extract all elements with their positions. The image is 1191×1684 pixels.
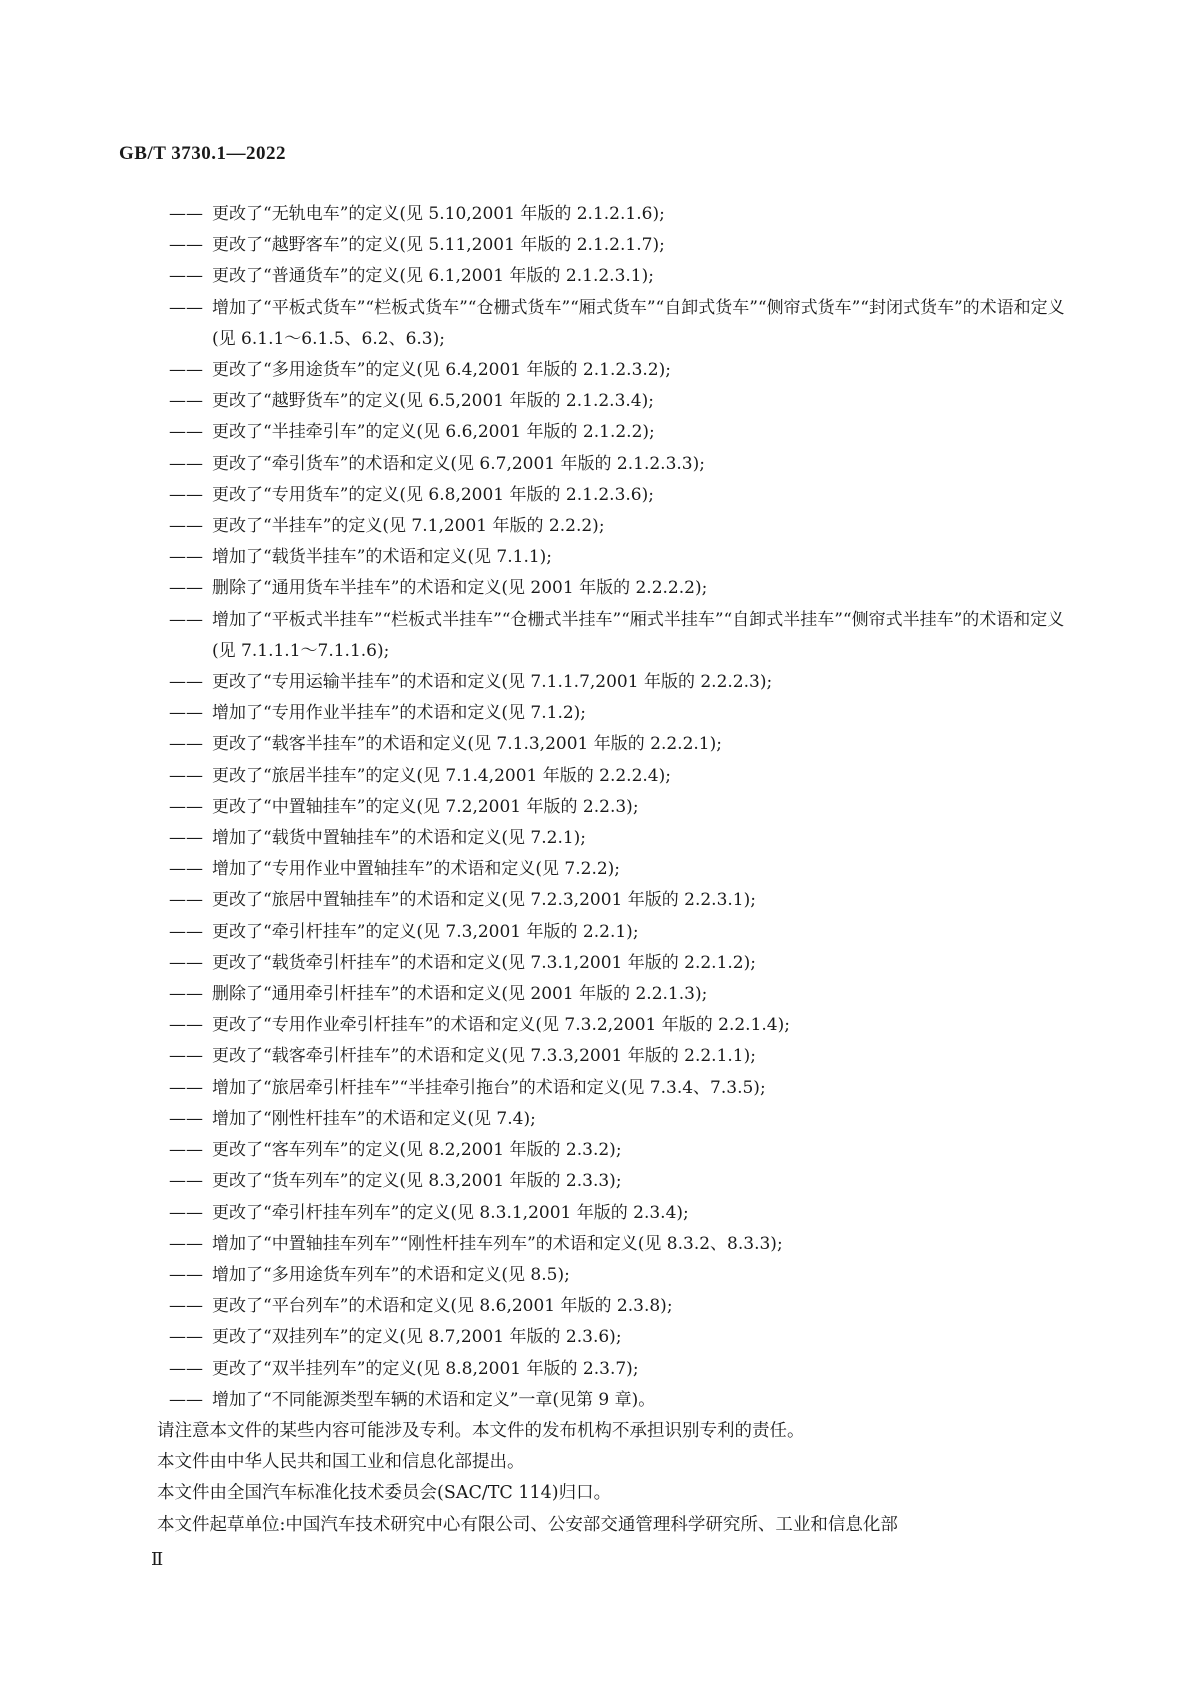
list-item-text: 增加了“不同能源类型车辆的术语和定义”一章(见第 9 章)。 [212,1389,656,1410]
list-item-dash: —— [169,921,203,942]
list-item [169,199,1069,230]
list-item-dash: —— [169,453,203,474]
list-item-text: 更改了“客车列车”的定义(见 8.2,2001 年版的 2.3.2); [212,1140,622,1161]
list-item-text: 增加了“载货半挂车”的术语和定义(见 7.1.1); [212,547,553,568]
list-item-dash: —— [169,360,203,381]
list-item [169,1041,1069,1072]
list-item [169,948,1069,979]
list-item-dash: —— [169,952,203,973]
list-item-dash: —— [169,1264,203,1285]
list-item-text: 更改了“普通货车”的定义(见 6.1,2001 年版的 2.1.2.3.1); [212,266,654,287]
list-item-dash: —— [169,547,203,568]
list-item [169,667,1069,698]
list-item [169,542,1069,573]
list-item-dash: —— [169,703,203,724]
body-paragraph: 请注意本文件的某些内容可能涉及专利。本文件的发布机构不承担识别专利的责任。 [157,1420,805,1441]
list-item-dash: —— [169,266,203,287]
list-item-text: 更改了“牵引杆挂车列车”的定义(见 8.3.1,2001 年版的 2.3.4); [212,1202,689,1223]
list-item-dash: —— [169,1171,203,1192]
list-item-text: 增加了“专用作业中置轴挂车”的术语和定义(见 7.2.2); [212,859,621,880]
list-item-dash: —— [169,1015,203,1036]
list-item-dash: —— [169,1327,203,1348]
list-item [169,355,1069,386]
list-item-dash: —— [169,516,203,537]
list-item-dash: —— [169,609,203,630]
list-item-text: 更改了“半挂车”的定义(见 7.1,2001 年版的 2.2.2); [212,516,605,537]
document-body [157,199,1069,1541]
list-item-text: 更改了“载客牵引杆挂车”的术语和定义(见 7.3.3,2001 年版的 2.2.1.1); [212,1046,756,1067]
list-item [169,792,1069,823]
list-item [169,823,1069,854]
list-item [169,917,1069,948]
list-item [169,1385,1069,1416]
list-item-text: 增加了“平板式半挂车”“栏板式半挂车”“仓栅式半挂车”“厢式半挂车”“自卸式半挂车”“侧帘式半挂车”的术语和定义(见 7.1.1.1～7.1.1.6); [212,609,1065,661]
list-item-text: 更改了“越野客车”的定义(见 5.11,2001 年版的 2.1.2.1.7); [212,235,665,256]
list-item-dash: —— [169,1389,203,1410]
list-item [169,511,1069,542]
list-item [169,573,1069,604]
body-paragraph: 本文件起草单位:中国汽车技术研究中心有限公司、公安部交通管理科学研究所、工业和信息化部 [157,1514,898,1535]
list-item-dash: —— [169,765,203,786]
list-item-dash: —— [169,734,203,755]
list-item-text: 更改了“牵引货车”的术语和定义(见 6.7,2001 年版的 2.1.2.3.3); [212,453,705,474]
list-item-dash: —— [169,828,203,849]
list-item [169,979,1069,1010]
list-item-dash: —— [169,890,203,911]
list-item-dash: —— [169,235,203,256]
list-item [169,729,1069,760]
body-paragraph: 本文件由中华人民共和国工业和信息化部提出。 [157,1452,525,1473]
list-item-text: 更改了“无轨电车”的定义(见 5.10,2001 年版的 2.1.2.1.6); [212,204,665,224]
list-item [169,1354,1069,1385]
list-item-dash: —— [169,1233,203,1254]
list-item-text: 更改了“货车列车”的定义(见 8.3,2001 年版的 2.3.3); [212,1171,622,1192]
list-item [169,1073,1069,1104]
page-number: Ⅱ [151,1549,164,1569]
list-item [169,698,1069,729]
list-item-text: 更改了“多用途货车”的定义(见 6.4,2001 年版的 2.1.2.3.2); [212,360,671,381]
list-item-dash: —— [169,984,203,1005]
list-item-dash: —— [169,297,203,318]
list-item-text: 更改了“越野货车”的定义(见 6.5,2001 年版的 2.1.2.3.4); [212,391,654,412]
list-item [169,1135,1069,1166]
list-item [169,885,1069,916]
list-item-dash: —— [169,422,203,443]
list-item-text: 更改了“载客半挂车”的术语和定义(见 7.1.3,2001 年版的 2.2.2.1); [212,734,722,755]
list-item [169,1260,1069,1291]
change-list [169,199,1069,1416]
list-item-text: 更改了“平台列车”的术语和定义(见 8.6,2001 年版的 2.3.8); [212,1296,673,1317]
list-item-text: 增加了“旅居牵引杆挂车”“半挂牵引拖台”的术语和定义(见 7.3.4、7.3.5); [212,1077,766,1098]
list-item-dash: —— [169,1046,203,1067]
list-item-dash: —— [169,1358,203,1379]
list-item-text: 更改了“专用作业牵引杆挂车”的术语和定义(见 7.3.2,2001 年版的 2.2.1.4); [212,1015,790,1036]
list-item [169,854,1069,885]
list-item-dash: —— [169,1296,203,1317]
list-item-dash: —— [169,1140,203,1161]
list-item-text: 增加了“中置轴挂车列车”“刚性杆挂车列车”的术语和定义(见 8.3.2、8.3.3); [212,1233,783,1254]
list-item-text: 增加了“多用途货车列车”的术语和定义(见 8.5); [212,1264,570,1285]
list-item [169,230,1069,261]
list-item [169,261,1069,292]
list-item-dash: —— [169,672,203,693]
standard-number-header: GB/T 3730.1—2022 [119,143,287,164]
list-item-text: 更改了“牵引杆挂车”的定义(见 7.3,2001 年版的 2.2.1); [212,921,639,942]
list-item-text: 增加了“平板式货车”“栏板式货车”“仓栅式货车”“厢式货车”“自卸式货车”“侧帘式货车”“封闭式货车”的术语和定义(见 6.1.1～6.1.5、6.2、6.3); [212,297,1065,349]
list-item-text: 更改了“半挂牵引车”的定义(见 6.6,2001 年版的 2.1.2.2); [212,422,655,443]
list-item [169,605,1069,667]
list-item [169,1291,1069,1322]
list-item [169,1010,1069,1041]
list-item [169,386,1069,417]
list-item [169,761,1069,792]
closing-paragraphs [157,1416,1069,1541]
list-item-text: 增加了“专用作业半挂车”的术语和定义(见 7.1.2); [212,703,587,724]
list-item [169,1198,1069,1229]
list-item-dash: —— [169,859,203,880]
list-item-dash: —— [169,578,203,599]
list-item-text: 删除了“通用货车半挂车”的术语和定义(见 2001 年版的 2.2.2.2); [212,578,708,599]
list-item [169,1104,1069,1135]
list-item-text: 删除了“通用牵引杆挂车”的术语和定义(见 2001 年版的 2.2.1.3); [212,984,708,1005]
list-item-dash: —— [169,1202,203,1223]
list-item-text: 更改了“专用运输半挂车”的术语和定义(见 7.1.1.7,2001 年版的 2.2.2.3); [212,672,773,693]
list-item-text: 更改了“专用货车”的定义(见 6.8,2001 年版的 2.1.2.3.6); [212,484,654,505]
list-item-text: 更改了“双半挂列车”的定义(见 8.8,2001 年版的 2.3.7); [212,1358,639,1379]
list-item-dash: —— [169,1108,203,1129]
body-paragraph: 本文件由全国汽车标准化技术委员会(SAC/TC 114)归口。 [157,1483,612,1504]
list-item-text: 增加了“载货中置轴挂车”的术语和定义(见 7.2.1); [212,828,587,849]
list-item-text: 更改了“旅居中置轴挂车”的术语和定义(见 7.2.3,2001 年版的 2.2.3.1); [212,890,756,911]
list-item [169,293,1069,355]
list-item [169,417,1069,448]
list-item-text: 更改了“载货牵引杆挂车”的术语和定义(见 7.3.1,2001 年版的 2.2.1.2); [212,952,756,973]
list-item-dash: —— [169,1077,203,1098]
list-item-text: 更改了“双挂列车”的定义(见 8.7,2001 年版的 2.3.6); [212,1327,622,1348]
list-item [169,1166,1069,1197]
list-item [169,1322,1069,1353]
list-item-dash: —— [169,391,203,412]
list-item-dash: —— [169,204,203,224]
list-item-text: 更改了“中置轴挂车”的定义(见 7.2,2001 年版的 2.2.3); [212,796,639,817]
list-item [169,480,1069,511]
list-item-text: 更改了“旅居半挂车”的定义(见 7.1.4,2001 年版的 2.2.2.4); [212,765,671,786]
list-item-text: 增加了“刚性杆挂车”的术语和定义(见 7.4); [212,1108,536,1129]
list-item-dash: —— [169,796,203,817]
list-item [169,1229,1069,1260]
list-item [169,449,1069,480]
list-item-dash: —— [169,484,203,505]
